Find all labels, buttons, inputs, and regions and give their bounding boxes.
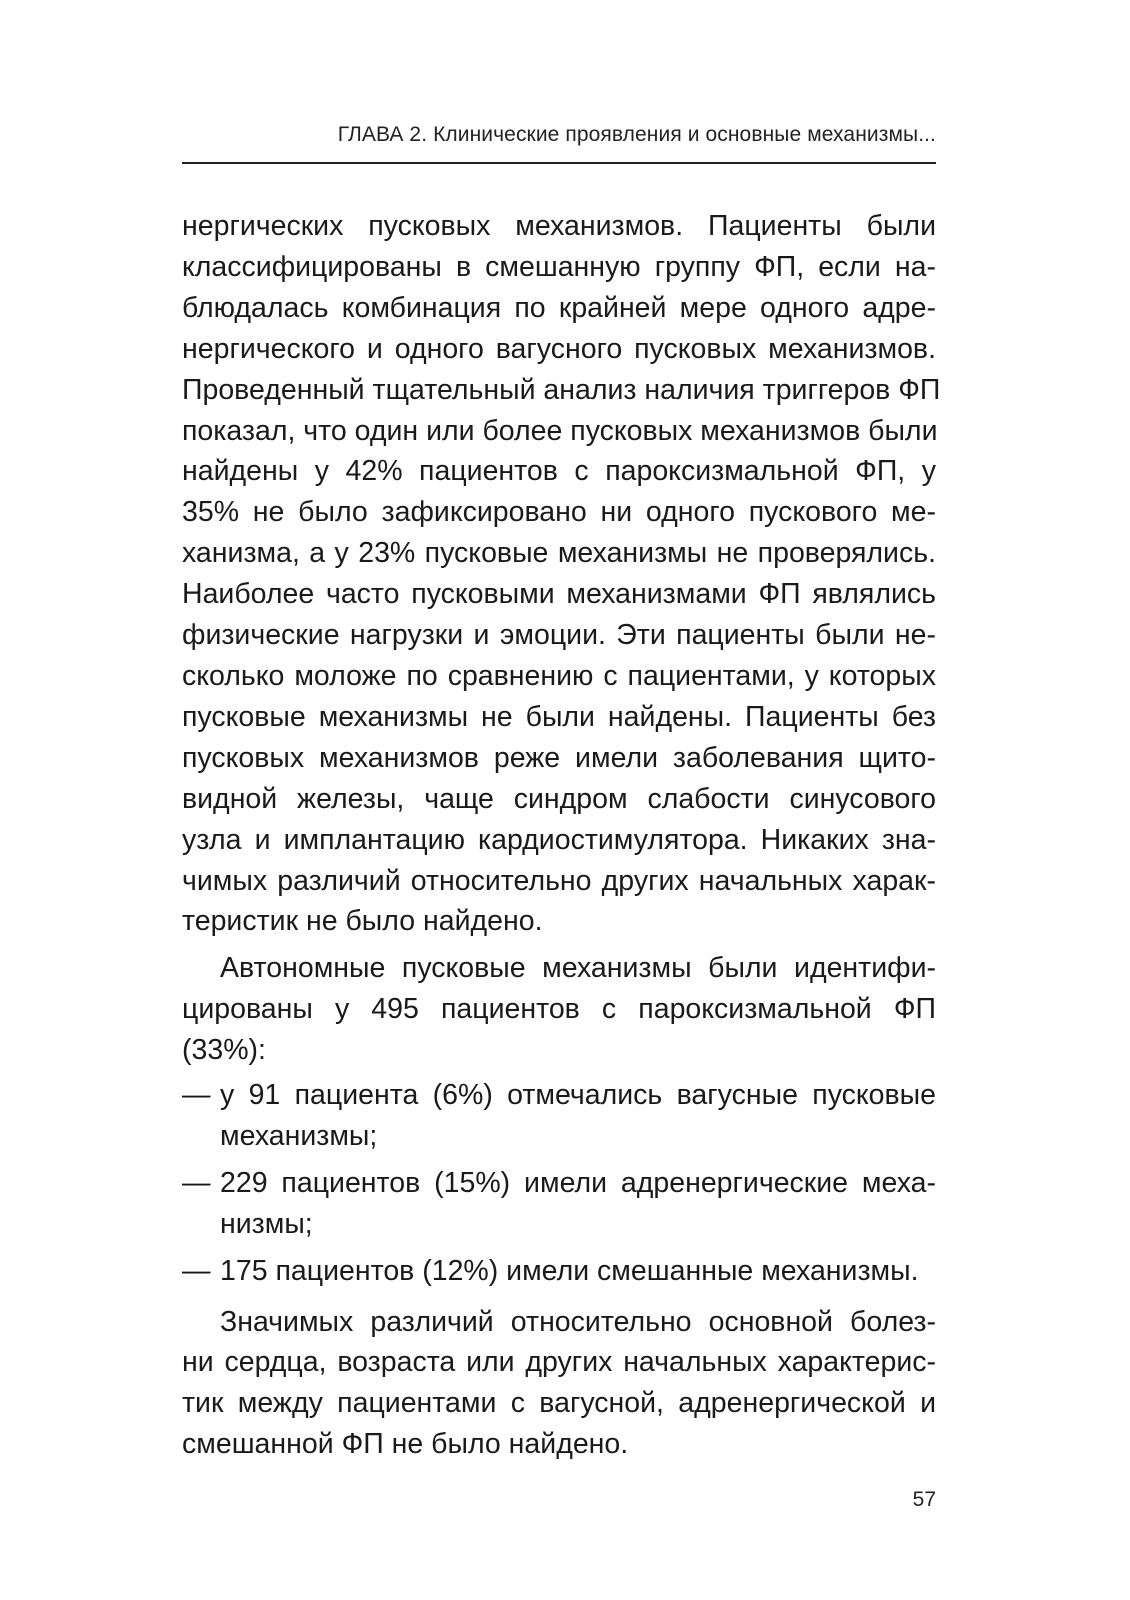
text-line: Наиболее часто пусковыми механизмами ФП являлись xyxy=(182,578,936,611)
text-line: у 91 пациента (6%) отмечались вагусные пусковые xyxy=(220,1079,936,1112)
text-line: ни сердца, возраста или других начальных характерис- xyxy=(182,1346,936,1379)
paragraph-2 xyxy=(182,948,936,1071)
text-line: найдены у 42% пациентов с пароксизмальной ФП, у xyxy=(182,455,936,488)
text-line: видной железы, чаще синдром слабости синусового xyxy=(182,782,936,815)
dash-bullet: — xyxy=(182,1166,211,1199)
text-line: Автономные пусковые механизмы были идентифи- xyxy=(220,952,936,985)
list-item xyxy=(182,1163,936,1245)
text-line: цированы у 495 пациентов с пароксизмальной ФП xyxy=(182,993,936,1026)
text-line: теристик не было найдено. xyxy=(182,905,543,938)
paragraph-3 xyxy=(182,1302,936,1466)
text-line: нергических пусковых механизмов. Пациенты были xyxy=(182,210,936,242)
text-line: тик между пациентами с вагусной, адренергической и xyxy=(182,1387,936,1420)
text-line: классифицированы в смешанную группу ФП, если на- xyxy=(182,250,936,283)
text-line: нергического и одного вагусного пусковых механизмов. xyxy=(182,332,936,365)
running-header: ГЛАВА 2. Клинические проявления и основные механизмы... xyxy=(182,118,936,164)
page-number: 57 xyxy=(912,1488,936,1511)
text-line: блюдалась комбинация по крайней мере одного адре- xyxy=(182,291,936,324)
text-line: показал, что один или более пусковых механизмов были xyxy=(182,414,938,447)
dash-bullet: — xyxy=(182,1254,211,1287)
text-line: 229 пациентов (15%) имели адренергические меха- xyxy=(220,1166,936,1199)
text-line: смешанной ФП не было найдено. xyxy=(182,1428,629,1461)
text-line: пусковых механизмов реже имели заболевания щито- xyxy=(182,741,936,774)
text-line: ханизма, а у 23% пусковые механизмы не проверялись. xyxy=(182,537,936,570)
body-text xyxy=(182,206,941,1465)
text-line: чимых различий относительно других начальных харак- xyxy=(182,864,936,897)
text-line: узла и имплантацию кардиостимулятора. Никаких зна- xyxy=(182,823,936,856)
text-line: физические нагрузки и эмоции. Эти пациенты были не- xyxy=(182,619,936,652)
paragraph-1 xyxy=(182,206,941,942)
text-line: пусковые механизмы не были найдены. Пациенты без xyxy=(182,700,936,733)
text-line: низмы; xyxy=(220,1207,313,1240)
text-line: (33%): xyxy=(182,1034,266,1067)
list-item xyxy=(182,1075,936,1157)
text-line: механизмы; xyxy=(220,1119,378,1152)
text-line: Проведенный тщательный анализ наличия триггеров ФП xyxy=(182,373,941,406)
dash-bullet: — xyxy=(182,1079,211,1112)
bullet-list xyxy=(182,1075,936,1292)
text-line: Значимых различий относительно основной болез- xyxy=(220,1305,936,1338)
list-item xyxy=(182,1251,936,1292)
text-line: сколько моложе по сравнению с пациентами, у которых xyxy=(182,659,936,692)
text-line: 175 пациентов (12%) имели смешанные механизмы. xyxy=(220,1254,919,1287)
text-line: 35% не было зафиксировано ни одного пускового ме- xyxy=(182,496,936,529)
